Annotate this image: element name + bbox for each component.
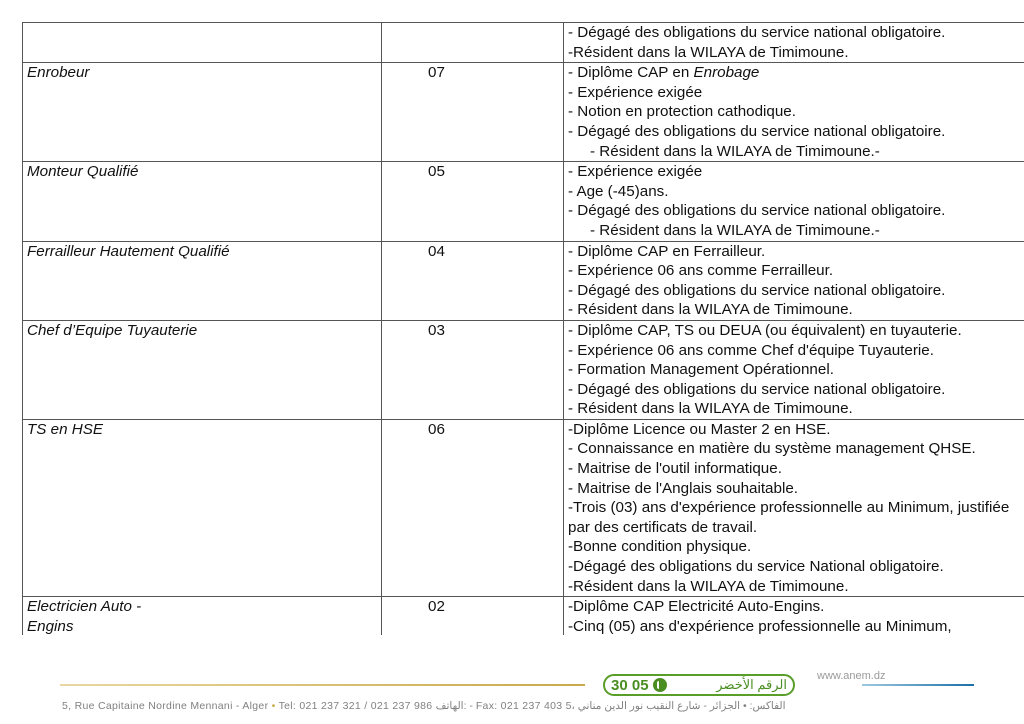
address-street: 5, Rue Capitaine Nordine Mennani - Alger: [62, 700, 269, 712]
requirements-cell: [564, 419, 1024, 596]
job-title-cell: [23, 63, 382, 162]
requirement-text: - Dégagé des obligations du service national obligatoire.: [568, 202, 946, 220]
requirement-item: [568, 479, 1024, 499]
table-row: [23, 63, 1024, 162]
table-row: [23, 23, 1024, 63]
positions-count-cell: [382, 320, 564, 419]
job-title-cell: [23, 241, 382, 320]
requirements-cell: [564, 63, 1024, 162]
address-fax: - Fax: 021 237 403: [469, 700, 563, 712]
requirement-text: - Expérience 06 ans comme Chef d'équipe Tuyauterie.: [568, 341, 934, 359]
positions-count: 03: [428, 321, 445, 339]
positions-count: 07: [428, 64, 445, 82]
green-number: 30 05: [611, 676, 649, 694]
requirement-item: [568, 439, 1024, 459]
positions-count: 06: [428, 420, 445, 438]
phone-icon: [653, 678, 667, 692]
requirement-item: [568, 182, 1024, 202]
requirement-text: -Dégagé des obligations du service National obligatoire.: [568, 558, 944, 576]
requirement-text: - Diplôme CAP, TS ou DEUA (ou équivalent) en tuyauterie.: [568, 321, 962, 339]
requirement-item: [568, 498, 1024, 537]
job-title-cell: [23, 419, 382, 596]
requirement-text: - Expérience exigée: [568, 163, 703, 181]
table-row: [23, 241, 1024, 320]
positions-count-cell: [382, 597, 564, 636]
requirement-text: - Maitrise de l'Anglais souhaitable.: [568, 479, 798, 497]
address-line: [62, 700, 977, 712]
requirement-item: [568, 23, 1024, 43]
job-title-cell: [23, 320, 382, 419]
requirement-item: [568, 83, 1024, 103]
requirement-text: - Formation Management Opérationnel.: [568, 361, 834, 379]
green-number-badge: [603, 674, 795, 696]
requirements-cell: [564, 241, 1024, 320]
requirement-text: - Résident dans la WILAYA de Timimoune.-: [590, 221, 880, 239]
requirement-text: - Résident dans la WILAYA de Timimoune.-: [590, 142, 880, 160]
address-phone-label-ar: الهاتف:: [435, 700, 467, 712]
job-title-cell: [23, 597, 382, 636]
footer-blue-rule: [862, 684, 974, 686]
positions-count-cell: [382, 23, 564, 63]
job-title: Enrobeur: [27, 64, 90, 82]
requirement-item: [568, 597, 1024, 617]
requirement-item: [568, 557, 1024, 577]
requirement-text: - Dégagé des obligations du service national obligatoire.: [568, 380, 946, 398]
green-number-label: الرقم الأخضر: [716, 677, 787, 692]
job-title: TS en HSE: [27, 420, 103, 438]
job-title: Electricien Auto - Engins: [27, 598, 142, 635]
job-offers-body: [23, 23, 1024, 636]
requirement-item: [568, 281, 1024, 301]
requirement-text: - Diplôme CAP en: [568, 64, 694, 82]
requirement-item: [568, 399, 1024, 419]
positions-count: 05: [428, 163, 445, 181]
job-title: Chef d’Equipe Tuyauterie: [27, 321, 198, 339]
bullet-dot: •: [271, 700, 276, 712]
requirement-text: - Connaissance en matière du système management QHSE.: [568, 440, 976, 458]
requirement-item: [568, 201, 1024, 221]
positions-count-cell: [382, 419, 564, 596]
page-footer: [0, 664, 1024, 724]
job-title-cell: [23, 23, 382, 63]
requirement-item: [568, 242, 1024, 262]
requirement-text: - Notion en protection cathodique.: [568, 103, 796, 121]
positions-count-cell: [382, 162, 564, 241]
footer-gold-rule: [60, 684, 585, 686]
address-arabic: الفاكس: • الجزائر - شارع النقيب نور الدين مناني ،5: [565, 700, 786, 712]
requirement-item: [568, 122, 1024, 142]
requirement-text: - Maitrise de l'outil informatique.: [568, 460, 782, 478]
requirement-item: [568, 300, 1024, 320]
requirements-cell: [564, 597, 1024, 636]
requirement-text: - Dégagé des obligations du service national obligatoire.: [568, 24, 946, 41]
requirement-text: - Dégagé des obligations du service national obligatoire.: [568, 281, 946, 299]
requirement-item: [568, 142, 1024, 162]
requirement-item: [568, 459, 1024, 479]
requirement-text: -Cinq (05) ans d'expérience professionnelle au Minimum,: [568, 617, 952, 635]
requirements-cell: [564, 162, 1024, 241]
requirements-cell: [564, 320, 1024, 419]
job-title: Monteur Qualifié: [27, 163, 139, 181]
requirement-text: - Diplôme CAP en Ferrailleur.: [568, 242, 766, 260]
table-row: [23, 419, 1024, 596]
requirement-text: - Expérience 06 ans comme Ferrailleur.: [568, 262, 834, 280]
requirement-item: [568, 380, 1024, 400]
requirement-text: - Résident dans la WILAYA de Timimoune.: [568, 301, 853, 319]
requirement-text: -Résident dans la WILAYA de Timimoune.: [568, 43, 849, 61]
requirement-item: [568, 577, 1024, 597]
requirement-text: - Résident dans la WILAYA de Timimoune.: [568, 400, 853, 418]
requirement-item: [568, 102, 1024, 122]
requirement-emphasis: Enrobage: [693, 64, 760, 82]
requirements-cell: [564, 23, 1024, 63]
positions-count-cell: [382, 63, 564, 162]
requirement-text: -Diplôme CAP Electricité Auto-Engins.: [568, 598, 825, 616]
table-row: [23, 162, 1024, 241]
requirement-text: -Diplôme Licence ou Master 2 en HSE.: [568, 420, 831, 438]
requirement-text: - Age (-45)ans.: [568, 182, 669, 200]
job-title: Ferrailleur Hautement Qualifié: [27, 242, 230, 260]
requirement-text: -Trois (03) ans d'expérience professionnelle au Minimum, justifiée par des certificats de travail.: [568, 499, 1010, 536]
requirement-text: -Résident dans la WILAYA de Timimoune.: [568, 577, 849, 595]
job-title-cell: [23, 162, 382, 241]
table-row: [23, 320, 1024, 419]
requirement-item: [568, 420, 1024, 440]
requirement-item: [568, 221, 1024, 241]
positions-count-cell: [382, 241, 564, 320]
requirement-text: - Expérience exigée: [568, 83, 703, 101]
requirement-item: [568, 341, 1024, 361]
requirement-text: - Dégagé des obligations du service national obligatoire.: [568, 122, 946, 140]
requirement-item: [568, 261, 1024, 281]
requirement-item: [568, 43, 1024, 63]
requirement-item: [568, 162, 1024, 182]
requirement-item: [568, 360, 1024, 380]
requirement-item: [568, 537, 1024, 557]
job-offers-table: [22, 22, 1024, 635]
requirement-item: [568, 63, 1024, 83]
requirement-item: [568, 617, 1024, 635]
positions-count: 02: [428, 598, 445, 616]
requirement-text: -Bonne condition physique.: [568, 538, 752, 556]
address-phone: Tel: 021 237 321 / 021 237 986: [278, 700, 433, 712]
requirement-item: [568, 321, 1024, 341]
positions-count: 04: [428, 242, 445, 260]
table-row: [23, 597, 1024, 636]
website-link[interactable]: www.anem.dz: [817, 670, 886, 682]
